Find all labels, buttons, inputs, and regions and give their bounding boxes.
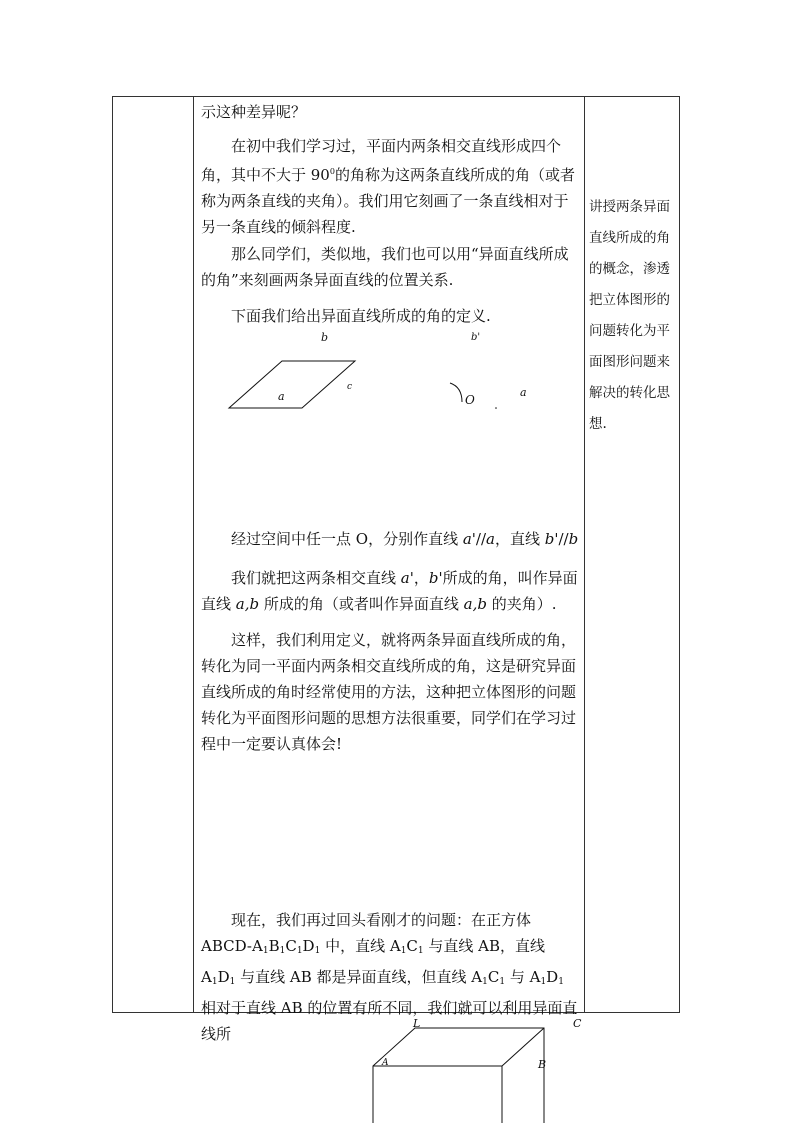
teaching-note: 讲授两条异面直线所成的角的概念，渗透把立体图形的问题转化为平面图形问题来解决的转化思想. <box>589 199 670 432</box>
cube-label-l: L <box>413 1017 421 1030</box>
cube-outline <box>373 1028 547 1123</box>
paragraph-cube-question: 现在，我们再过回头看刚才的问题：在正方体 ABCD-$A_1B_1C_1D_1$ 中，直线 $A_1C_1$ 与直线 AB，直线 $A_1D_1$ 与直线 AB 都是异面直线，但直线 $A_1C_1$ 与 $A_1D_1$ 相对于直线 AB 的位置有所不同，我们就可以利用异面直线所 <box>201 911 578 1043</box>
cube-label-b: B <box>538 1058 547 1071</box>
paragraph-definition-heading: 下面我们给出异面直线所成的角的定义. <box>231 307 491 325</box>
label-line-b: b <box>321 331 329 344</box>
cube-label-c: C <box>573 1017 582 1030</box>
paragraph-method: 这样，我们利用定义，就将两条异面直线所成的角，转化为同一平面内两条相交直线所成的角，这是研究异面直线所成的角时经常使用的方法，这种把立体图形的问题转化为平面图形问题的思想方法很重要，同学们在学习过程中一定要认真体会! <box>201 631 577 753</box>
label-line-c: c <box>347 382 353 392</box>
cube-label-a: A <box>382 1058 389 1068</box>
paragraph-analogy: 那么同学们，类似地，我们也可以用“异面直线所成的角”来刻画两条异面直线的位置关系. <box>201 245 569 289</box>
label-line-a-prime: a <box>520 386 527 399</box>
paragraph-angle-definition-plane: 在初中我们学习过，平面内两条相交直线形成四个角，其中不大于 $90^0$的角称为这两条直线所成的角（或者称为两条直线的夹角）。我们用它刻画了一条直线相对于另一条直线的倾斜程度. <box>201 137 575 236</box>
label-point-o: O <box>465 393 475 407</box>
paragraph-skew-angle-definition: 我们就把这两条相交直线 a'，b'所成的角，叫作异面直线 a,b 所成的角（或者叫作异面直线 a,b 的夹角）. <box>201 569 578 613</box>
label-line-a: a <box>278 390 285 403</box>
label-line-b-prime: b' <box>471 332 481 343</box>
paragraph-construction: 经过空间中任一点 O，分别作直线 a'//a，直线 b'//b <box>231 530 579 548</box>
paragraph-intro: 示这种差异呢？ <box>201 103 307 121</box>
